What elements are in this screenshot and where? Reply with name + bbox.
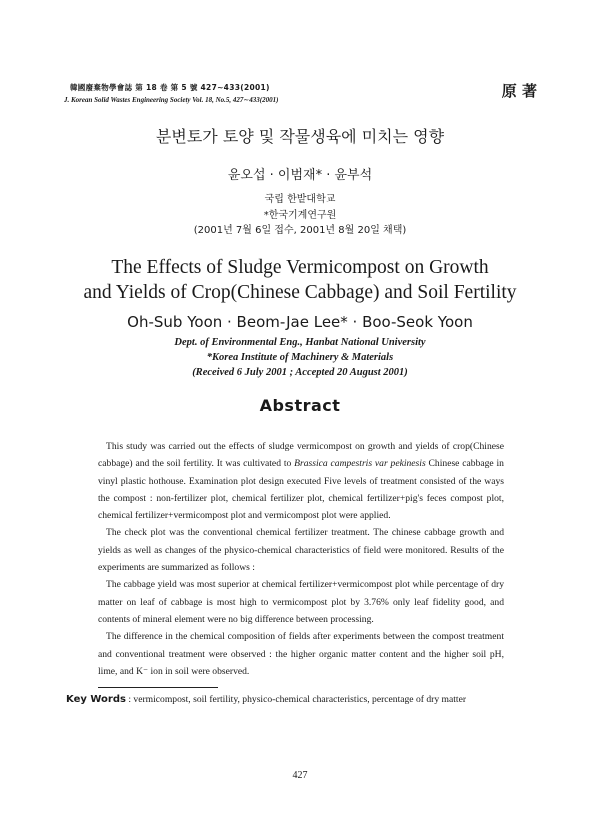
- abstract-heading: Abstract: [259, 396, 341, 415]
- korean-title: 분변토가 토양 및 작물생육에 미치는 영향: [155, 127, 445, 146]
- keywords-text: : vermicompost, soil fertility, physico-chemical characteristics, percentage of dry matter: [125, 694, 467, 705]
- korean-affiliations: [0, 192, 600, 239]
- abstract-p1-end: Chinese cabbage in vinyl plastic hothouse. Examination plot design executed Five levels of treatment consisted of the ways the compost : non-fertilizer plot, chemical fertilizer plot, chemical fertilizer+pig's feces compost plot, chemical fertilizer+vermicompost plot and vermicompost plot were applied.: [98, 458, 504, 522]
- keywords: [66, 694, 466, 705]
- korean-affiliation-2: *한국기계연구원: [263, 209, 337, 221]
- abstract-body: [98, 438, 504, 680]
- english-received: (Received 6 July 2001 ; Accepted 20 August 2001): [192, 367, 408, 378]
- abstract-paragraph-4: The difference in the chemical composition of fields after experiments between the compost treatment and conventional treatment were observed : the higher organic matter content and the higher soil pH, lime, and K⁻ ion in soil were observed.: [98, 631, 504, 677]
- article-type-badge: 原 著: [501, 82, 537, 100]
- english-title-line-2: and Yields of Crop(Chinese Cabbage) and Soil Fertility: [83, 282, 517, 303]
- english-affiliations: [0, 335, 600, 380]
- species-name: Brassica campestris var pekinesis: [294, 458, 426, 470]
- abstract-p1-start: This study was carried out the effects of sludge vermicompost on growth and yields of crop(Chinese cabbage) and the soil fertility. It was cultivated to: [98, 441, 504, 470]
- english-affiliation-2: *Korea Institute of Machinery & Materials: [206, 352, 394, 363]
- page-number: 427: [292, 770, 308, 781]
- korean-affiliation-1: 국립 한밭대학교: [264, 194, 336, 205]
- abstract-paragraph-3: The cabbage yield was most superior at chemical fertilizer+vermicompost plot while percentage of dry matter on leaf of cabbage is most high to vermicompost plot by 3.76% only leaf fidelity good, and contents of mineral element were no big difference between processing.: [98, 579, 504, 625]
- korean-received: (2001년 7월 6일 접수, 2001년 8월 20일 채택): [193, 225, 407, 236]
- english-title: [0, 255, 600, 305]
- keywords-label: Key Words: [66, 694, 126, 705]
- abstract-paragraph-1: [98, 438, 504, 524]
- english-title-line-1: The Effects of Sludge Vermicompost on Growth: [111, 257, 489, 278]
- journal-header-english: J. Korean Solid Wastes Engineering Society Vol. 18, No.5, 427∼433(2001): [64, 96, 279, 104]
- footnote-divider: [98, 687, 218, 688]
- korean-authors: 윤오섭 · 이범재* · 윤부석: [227, 168, 373, 183]
- english-authors: Oh-Sub Yoon · Beom-Jae Lee* · Boo-Seok Yoon: [127, 313, 473, 331]
- abstract-paragraph-2: The check plot was the conventional chemical fertilizer treatment. The chinese cabbage growth and yields as well as changes of the physico-chemical characteristics of field were monitored. Results of the experiments are summarized as follows :: [98, 527, 504, 574]
- journal-header-korean: 韓國廢棄物學會誌 第 18 卷 第 5 號 427∼433(2001): [70, 83, 270, 92]
- english-affiliation-1: Dept. of Environmental Eng., Hanbat National University: [174, 337, 426, 348]
